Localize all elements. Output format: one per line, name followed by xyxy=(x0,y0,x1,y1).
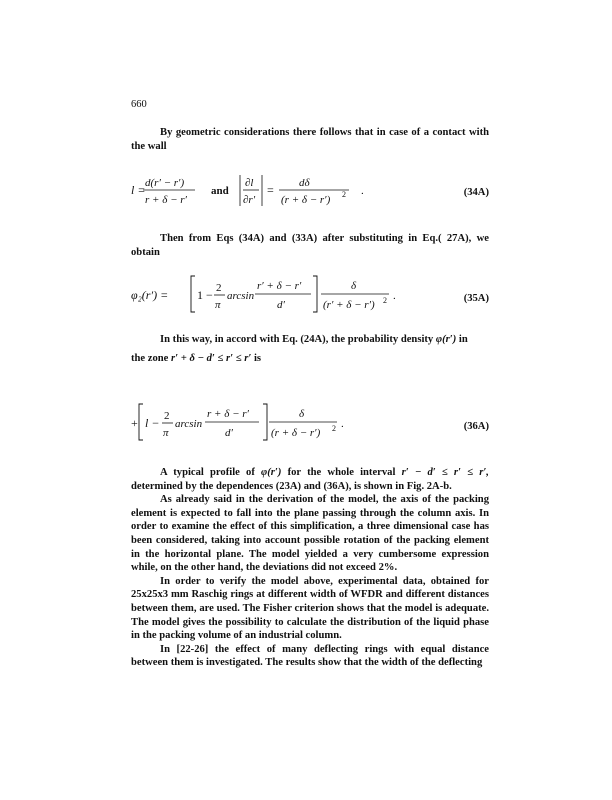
paragraph-model-axis: As already said in the derivation of the model, the axis of the packing element is expected to fall into the plane passing through the column axis. In order to examine the effect of this simplification, a three dimensional case has been considered, taking into account possible rotation of the packing element in the horizontal plane. The model yielded a very cumbersome expression while, on the other hand, the deviations did not exceed 2%. xyxy=(131,494,489,574)
text-fragment: In this way, in accord with Eq. (24A), the probability density xyxy=(160,334,434,345)
equation-34a-graphic xyxy=(131,170,489,214)
equation-label-34a: (34A) xyxy=(463,187,489,198)
eq36-pi: π xyxy=(163,427,169,439)
eq35-one-minus: 1 − xyxy=(197,288,213,302)
paragraph-line xyxy=(131,352,489,366)
phi-symbol: φ(r′) xyxy=(435,334,457,345)
eq36-bracket-left xyxy=(139,404,143,440)
eq35-arcsin: arcsin xyxy=(227,290,255,302)
paragraph-line xyxy=(131,333,489,347)
eq34-den2: (r + δ − r′) xyxy=(281,194,331,206)
paragraph-block-discussion xyxy=(131,466,489,670)
text-fragment: is xyxy=(253,352,262,364)
eq36-frac-den: d′ xyxy=(225,427,233,439)
eq36-sup: 2 xyxy=(332,424,336,433)
eq36-end: . xyxy=(341,418,344,430)
eq35-pi: π xyxy=(215,299,221,311)
paragraph-model-verification: In order to verify the model above, experimental data, obtained for 25x25x3 mm Raschig rings at different width of WFDR and different distances between them, are used. The Fisher criterion shows that the model is adequate. The model gives the possibility to calculate the distribution of the liquid phase in the packing volume of an industrial column. xyxy=(131,575,489,642)
eq34-abs-den: ∂r′ xyxy=(243,194,256,206)
eq34-and: and xyxy=(211,185,229,197)
eq35-sup: 2 xyxy=(383,296,387,305)
equation-35a xyxy=(131,272,489,316)
text-fragment: for the whole interval xyxy=(287,467,396,478)
eq34-equals: = xyxy=(267,183,274,197)
paragraph-typical-profile xyxy=(131,466,489,493)
eq34-lhs: l = xyxy=(131,183,146,197)
eq35-bracket-right xyxy=(313,276,317,312)
equation-label-35a: (35A) xyxy=(463,293,489,304)
text-fragment: the zone xyxy=(131,352,169,364)
eq35-num2: δ xyxy=(351,280,357,292)
paragraph-text: By geometric considerations there follows that in case of a contact with the wall xyxy=(131,127,489,152)
eq36-two: 2 xyxy=(164,410,170,422)
text-fragment: determined by the dependences (23A) and (36A), is shown in Fig. 2A-b. xyxy=(131,480,452,492)
eq36-den2: (r + δ − r′) xyxy=(271,427,321,439)
eq36-one-minus: l − xyxy=(145,416,160,430)
equation-34a xyxy=(131,170,489,214)
eq35-two: 2 xyxy=(216,282,222,294)
paragraph-substitution xyxy=(131,232,489,259)
text-fragment: A typical profile of xyxy=(160,467,255,478)
equation-36a xyxy=(131,400,489,444)
eq34-num2: dδ xyxy=(299,177,310,189)
eq36-bracket-right xyxy=(263,404,267,440)
eq35-frac-num: r′ + δ − r′ xyxy=(257,280,302,292)
eq35-frac-den: d′ xyxy=(277,299,285,311)
paragraph-probability-density xyxy=(131,333,489,365)
paragraph-text: Then from Eqs (34A) and (33A) after substituting in Eq.( 27A), we obtain xyxy=(131,233,489,258)
phi-symbol: φ(r′) xyxy=(261,467,282,478)
eq36-plus: + xyxy=(131,416,138,430)
paragraph-wall-contact xyxy=(131,126,489,153)
eq34-abs-num: ∂l xyxy=(245,177,254,189)
eq36-arcsin: arcsin xyxy=(175,418,203,430)
equation-35a-graphic xyxy=(131,272,489,318)
equation-36a-graphic xyxy=(131,400,489,446)
eq34-sup: 2 xyxy=(342,190,346,199)
eq35-den2: (r′ + δ − r′) xyxy=(323,299,375,311)
zone-inequality: r′ + δ − d′ ≤ r′ ≤ r′ xyxy=(171,352,252,364)
paragraph-deflecting-rings: In [22-26] the effect of many deflecting rings with equal distance between them is investigated. The results show that the width of the deflecting xyxy=(131,643,489,669)
eq34-num1: d(r′ − r′) xyxy=(145,177,185,189)
page-number: 660 xyxy=(131,99,147,110)
eq35-bracket-left xyxy=(191,276,195,312)
eq36-frac-num: r + δ − r′ xyxy=(207,408,249,420)
interval-inequality: r′ − d′ ≤ r′ ≤ r′, xyxy=(401,467,489,478)
eq34-end: . xyxy=(361,185,364,197)
equation-label-36a: (36A) xyxy=(463,421,489,432)
eq36-num2: δ xyxy=(299,408,305,420)
text-fragment: in xyxy=(458,334,468,345)
eq35-end: . xyxy=(393,290,396,302)
eq34-den1: r + δ − r′ xyxy=(145,194,187,206)
eq35-lhs: φ₂(r′) = xyxy=(131,288,169,302)
